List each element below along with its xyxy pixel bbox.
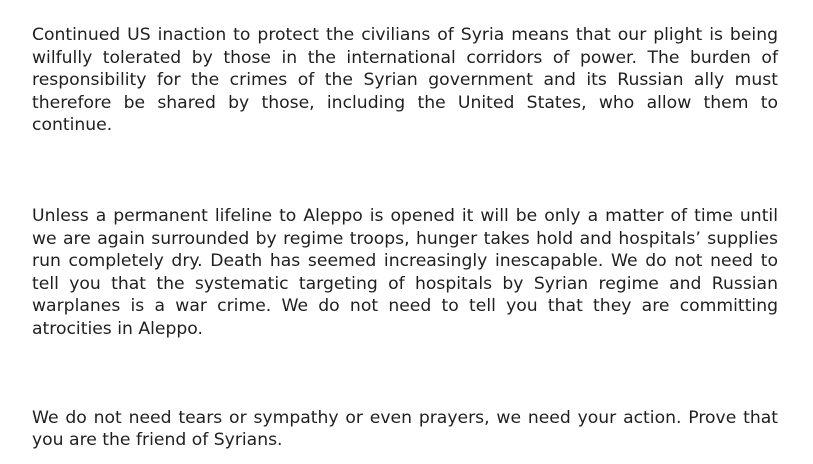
paragraph-call-to-action: We do not need tears or sympathy or even prayers, we need your action. Prove that you are the friend of Syrians.	[32, 407, 778, 451]
paragraph-spacer	[32, 137, 778, 205]
letter-excerpt	[32, 24, 778, 452]
paragraph-spacer	[32, 341, 778, 407]
paragraph-aleppo-lifeline: Unless a permanent lifeline to Aleppo is opened it will be only a matter of time until we are again surrounded by regime troops, hunger takes hold and hospitals’ supplies run completely dry. Death has seemed increasingly inescapable. We do not need to tell you that the systematic targeting of hospitals by Syrian regime and Russian warplanes is a war crime. We do not need to tell you that they are committing atrocities in Aleppo.	[32, 205, 778, 339]
paragraph-us-inaction: Continued US inaction to protect the civilians of Syria means that our plight is being wilfully tolerated by those in the international corridors of power. The burden of responsibility for the crimes of the Syrian government and its Russian ally must therefore be shared by those, including the United States, who allow them to continue.	[32, 25, 778, 136]
